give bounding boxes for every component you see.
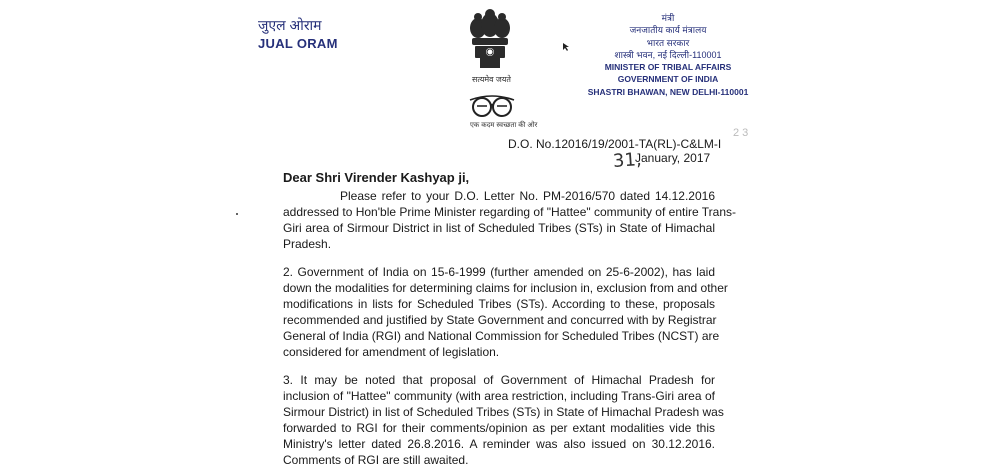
paragraph-line: considered for amendment of legislation. xyxy=(283,345,500,359)
paragraph-line: Comments of RGI are still awaited. xyxy=(283,453,469,467)
paragraph-line: Pradesh. xyxy=(283,237,332,251)
paragraph-line: Please refer to your D.O. Letter No. PM-2016/570 dated 14.12.2016 xyxy=(340,189,715,203)
paragraph-line: 3. It may be noted that proposal of Government of Himachal Pradesh for xyxy=(283,373,715,387)
paragraph-line: Ministry's letter dated 26.8.2016. A reminder was also issued on 30.12.2016. xyxy=(283,437,715,451)
ministry-address-block xyxy=(578,12,758,98)
national-emblem-icon xyxy=(466,8,514,82)
paragraph-line: forwarded to RGI for their comments/opinion as per extant modalities vide this xyxy=(283,421,715,435)
swachh-bharat-logo-icon xyxy=(468,90,516,122)
minister-name-hindi: जुएल ओराम xyxy=(258,17,322,33)
address-line: शास्त्री भवन, नई दिल्ली-110001 xyxy=(614,49,722,60)
paragraph-line: Giri area of Sirmour District in list of Scheduled Tribes (STs) in State of Himachal xyxy=(283,221,715,235)
address-line: मंत्री xyxy=(661,13,675,23)
address-line: भारत सरकार xyxy=(646,37,690,48)
paragraph-line: recommended and justified by State Government and concurred with by Registrar xyxy=(283,313,717,327)
address-line: GOVERNMENT OF INDIA xyxy=(617,74,719,85)
address-line: SHASTRI BHAWAN, NEW DELHI-110001 xyxy=(587,86,749,97)
paragraph-line: modifications in lists for Scheduled Tribes (STs). According to these, proposals xyxy=(283,297,715,311)
paragraph-line: inclusion of "Hattee" community (with area restriction, including Trans-Giri area of xyxy=(283,389,715,403)
margin-dot xyxy=(236,213,238,215)
address-line: जनजातीय कार्य मंत्रालय xyxy=(629,25,707,36)
address-line: MINISTER OF TRIBAL AFFAIRS xyxy=(604,62,732,73)
minister-name-english: JUAL ORAM xyxy=(258,36,338,51)
paragraph-line: General of India (RGI) and National Commission for Scheduled Tribes (NCST) are xyxy=(283,329,720,343)
do-number: D.O. No.12016/19/2001-TA(RL)-C&LM-I xyxy=(508,137,722,151)
emblem-caption: सत्यमेव जयते xyxy=(472,75,511,84)
cursor-icon xyxy=(562,42,570,52)
salutation: Dear Shri Virender Kashyap ji, xyxy=(283,170,470,185)
paragraph-line: addressed to Hon'ble Prime Minister regarding of "Hattee" community of entire Trans- xyxy=(283,205,737,219)
handwritten-day: 31, xyxy=(612,149,643,172)
logo-caption: एक कदम स्वच्छता की ओर xyxy=(470,122,538,129)
paragraph-line: Sirmour District) in list of Scheduled Tribes (STs) in State of Himachal Pradesh was xyxy=(283,405,724,419)
paragraph-line: down the modalities for determining claims for inclusion in, exclusion from and other xyxy=(283,281,728,295)
paragraph-line: 2. Government of India on 15-6-1999 (further amended on 25-6-2002), has laid xyxy=(283,265,715,279)
letter-date: January, 2017 xyxy=(635,151,711,165)
faint-mark: 2 3 xyxy=(733,127,749,139)
